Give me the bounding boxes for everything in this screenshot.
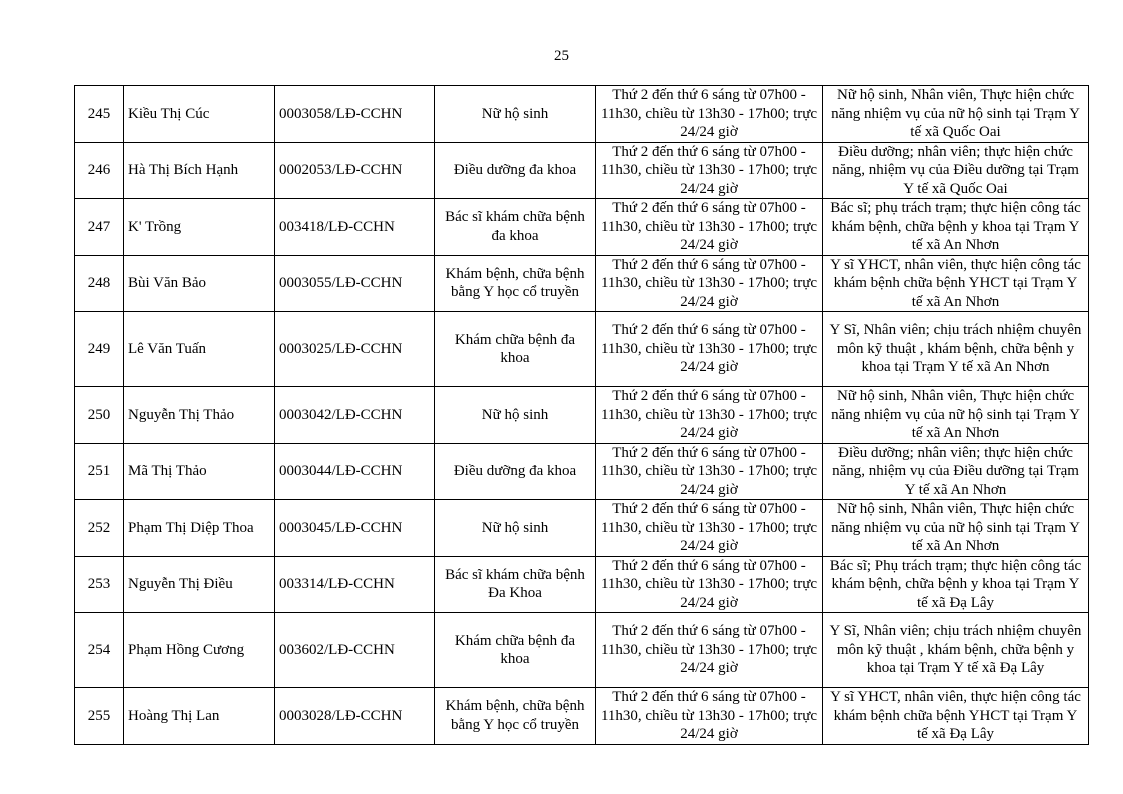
staff-name: Kiều Thị Cúc [124, 86, 275, 143]
staff-name: Hà Thị Bích Hạnh [124, 142, 275, 199]
table-row [75, 556, 1089, 613]
position-duties: Điều dưỡng; nhân viên; thực hiện chức năng, nhiệm vụ của Điều dưỡng tại Trạm Y tế xã Quốc Oai [823, 142, 1089, 199]
position-duties: Điều dưỡng; nhân viên; thực hiện chức năng, nhiệm vụ của Điều dưỡng tại Trạm Y tế xã An Nhơn [823, 443, 1089, 500]
row-number: 245 [75, 86, 124, 143]
table-row [75, 500, 1089, 557]
license-number: 003314/LĐ-CCHN [275, 556, 435, 613]
staff-name: Phạm Thị Diệp Thoa [124, 500, 275, 557]
row-number: 254 [75, 613, 124, 688]
practice-scope: Khám chữa bệnh đa khoa [435, 613, 596, 688]
table-row [75, 86, 1089, 143]
license-number: 0002053/LĐ-CCHN [275, 142, 435, 199]
working-hours: Thứ 2 đến thứ 6 sáng từ 07h00 - 11h30, chiều từ 13h30 - 17h00; trực 24/24 giờ [596, 613, 823, 688]
working-hours: Thứ 2 đến thứ 6 sáng từ 07h00 - 11h30, chiều từ 13h30 - 17h00; trực 24/24 giờ [596, 443, 823, 500]
practice-scope: Bác sĩ khám chữa bệnh đa khoa [435, 199, 596, 256]
license-number: 003418/LĐ-CCHN [275, 199, 435, 256]
practice-scope: Khám bệnh, chữa bệnh bằng Y học cổ truyền [435, 255, 596, 312]
row-number: 250 [75, 387, 124, 444]
position-duties: Bác sĩ; Phụ trách trạm; thực hiện công tác khám bệnh, chữa bệnh y khoa tại Trạm Y tế xã Đạ Lây [823, 556, 1089, 613]
page-number: 25 [554, 48, 569, 64]
staff-table-body [75, 86, 1089, 745]
working-hours: Thứ 2 đến thứ 6 sáng từ 07h00 - 11h30, chiều từ 13h30 - 17h00; trực 24/24 giờ [596, 255, 823, 312]
position-duties: Nữ hộ sinh, Nhân viên, Thực hiện chức năng nhiệm vụ của nữ hộ sinh tại Trạm Y tế xã An Nhơn [823, 500, 1089, 557]
practice-scope: Bác sĩ khám chữa bệnh Đa Khoa [435, 556, 596, 613]
working-hours: Thứ 2 đến thứ 6 sáng từ 07h00 - 11h30, chiều từ 13h30 - 17h00; trực 24/24 giờ [596, 387, 823, 444]
table-row [75, 443, 1089, 500]
row-number: 252 [75, 500, 124, 557]
practice-scope: Điều dưỡng đa khoa [435, 443, 596, 500]
row-number: 246 [75, 142, 124, 199]
license-number: 0003058/LĐ-CCHN [275, 86, 435, 143]
row-number: 253 [75, 556, 124, 613]
working-hours: Thứ 2 đến thứ 6 sáng từ 07h00 - 11h30, chiều từ 13h30 - 17h00; trực 24/24 giờ [596, 688, 823, 745]
position-duties: Y Sĩ, Nhân viên; chịu trách nhiệm chuyên môn kỹ thuật , khám bệnh, chữa bệnh y khoa tại Trạm Y tế xã An Nhơn [823, 312, 1089, 387]
working-hours: Thứ 2 đến thứ 6 sáng từ 07h00 - 11h30, chiều từ 13h30 - 17h00; trực 24/24 giờ [596, 86, 823, 143]
working-hours: Thứ 2 đến thứ 6 sáng từ 07h00 - 11h30, chiều từ 13h30 - 17h00; trực 24/24 giờ [596, 199, 823, 256]
table-row [75, 387, 1089, 444]
staff-name: Phạm Hồng Cương [124, 613, 275, 688]
working-hours: Thứ 2 đến thứ 6 sáng từ 07h00 - 11h30, chiều từ 13h30 - 17h00; trực 24/24 giờ [596, 556, 823, 613]
position-duties: Y Sĩ, Nhân viên; chịu trách nhiệm chuyên môn kỹ thuật , khám bệnh, chữa bệnh y khoa tại Trạm Y tế xã Đạ Lây [823, 613, 1089, 688]
table-row [75, 142, 1089, 199]
working-hours: Thứ 2 đến thứ 6 sáng từ 07h00 - 11h30, chiều từ 13h30 - 17h00; trực 24/24 giờ [596, 312, 823, 387]
practice-scope: Nữ hộ sinh [435, 86, 596, 143]
row-number: 247 [75, 199, 124, 256]
staff-name: Nguyễn Thị Thảo [124, 387, 275, 444]
practice-scope: Điều dưỡng đa khoa [435, 142, 596, 199]
staff-table [74, 85, 1089, 745]
practice-scope: Khám bệnh, chữa bệnh bằng Y học cổ truyền [435, 688, 596, 745]
row-number: 248 [75, 255, 124, 312]
position-duties: Y sĩ YHCT, nhân viên, thực hiện công tác khám bệnh chữa bệnh YHCT tại Trạm Y tế xã Đạ Lây [823, 688, 1089, 745]
license-number: 0003055/LĐ-CCHN [275, 255, 435, 312]
working-hours: Thứ 2 đến thứ 6 sáng từ 07h00 - 11h30, chiều từ 13h30 - 17h00; trực 24/24 giờ [596, 142, 823, 199]
practice-scope: Nữ hộ sinh [435, 387, 596, 444]
license-number: 0003042/LĐ-CCHN [275, 387, 435, 444]
row-number: 249 [75, 312, 124, 387]
table-row [75, 613, 1089, 688]
table-row [75, 255, 1089, 312]
table-row [75, 199, 1089, 256]
row-number: 255 [75, 688, 124, 745]
table-row [75, 688, 1089, 745]
position-duties: Y sĩ YHCT, nhân viên, thực hiện công tác khám bệnh chữa bệnh YHCT tại Trạm Y tế xã An Nhơn [823, 255, 1089, 312]
staff-name: K' Trồng [124, 199, 275, 256]
row-number: 251 [75, 443, 124, 500]
license-number: 0003028/LĐ-CCHN [275, 688, 435, 745]
working-hours: Thứ 2 đến thứ 6 sáng từ 07h00 - 11h30, chiều từ 13h30 - 17h00; trực 24/24 giờ [596, 500, 823, 557]
license-number: 003602/LĐ-CCHN [275, 613, 435, 688]
staff-name: Lê Văn Tuấn [124, 312, 275, 387]
table-row [75, 312, 1089, 387]
license-number: 0003025/LĐ-CCHN [275, 312, 435, 387]
staff-name: Bùi Văn Bảo [124, 255, 275, 312]
license-number: 0003044/LĐ-CCHN [275, 443, 435, 500]
position-duties: Nữ hộ sinh, Nhân viên, Thực hiện chức năng nhiệm vụ của nữ hộ sinh tại Trạm Y tế xã An Nhơn [823, 387, 1089, 444]
practice-scope: Khám chữa bệnh đa khoa [435, 312, 596, 387]
license-number: 0003045/LĐ-CCHN [275, 500, 435, 557]
practice-scope: Nữ hộ sinh [435, 500, 596, 557]
staff-name: Mã Thị Thảo [124, 443, 275, 500]
staff-name: Nguyễn Thị Điều [124, 556, 275, 613]
position-duties: Nữ hộ sinh, Nhân viên, Thực hiện chức năng nhiệm vụ của nữ hộ sinh tại Trạm Y tế xã Quốc Oai [823, 86, 1089, 143]
staff-name: Hoàng Thị Lan [124, 688, 275, 745]
position-duties: Bác sĩ; phụ trách trạm; thực hiện công tác khám bệnh, chữa bệnh y khoa tại Trạm Y tế xã An Nhơn [823, 199, 1089, 256]
